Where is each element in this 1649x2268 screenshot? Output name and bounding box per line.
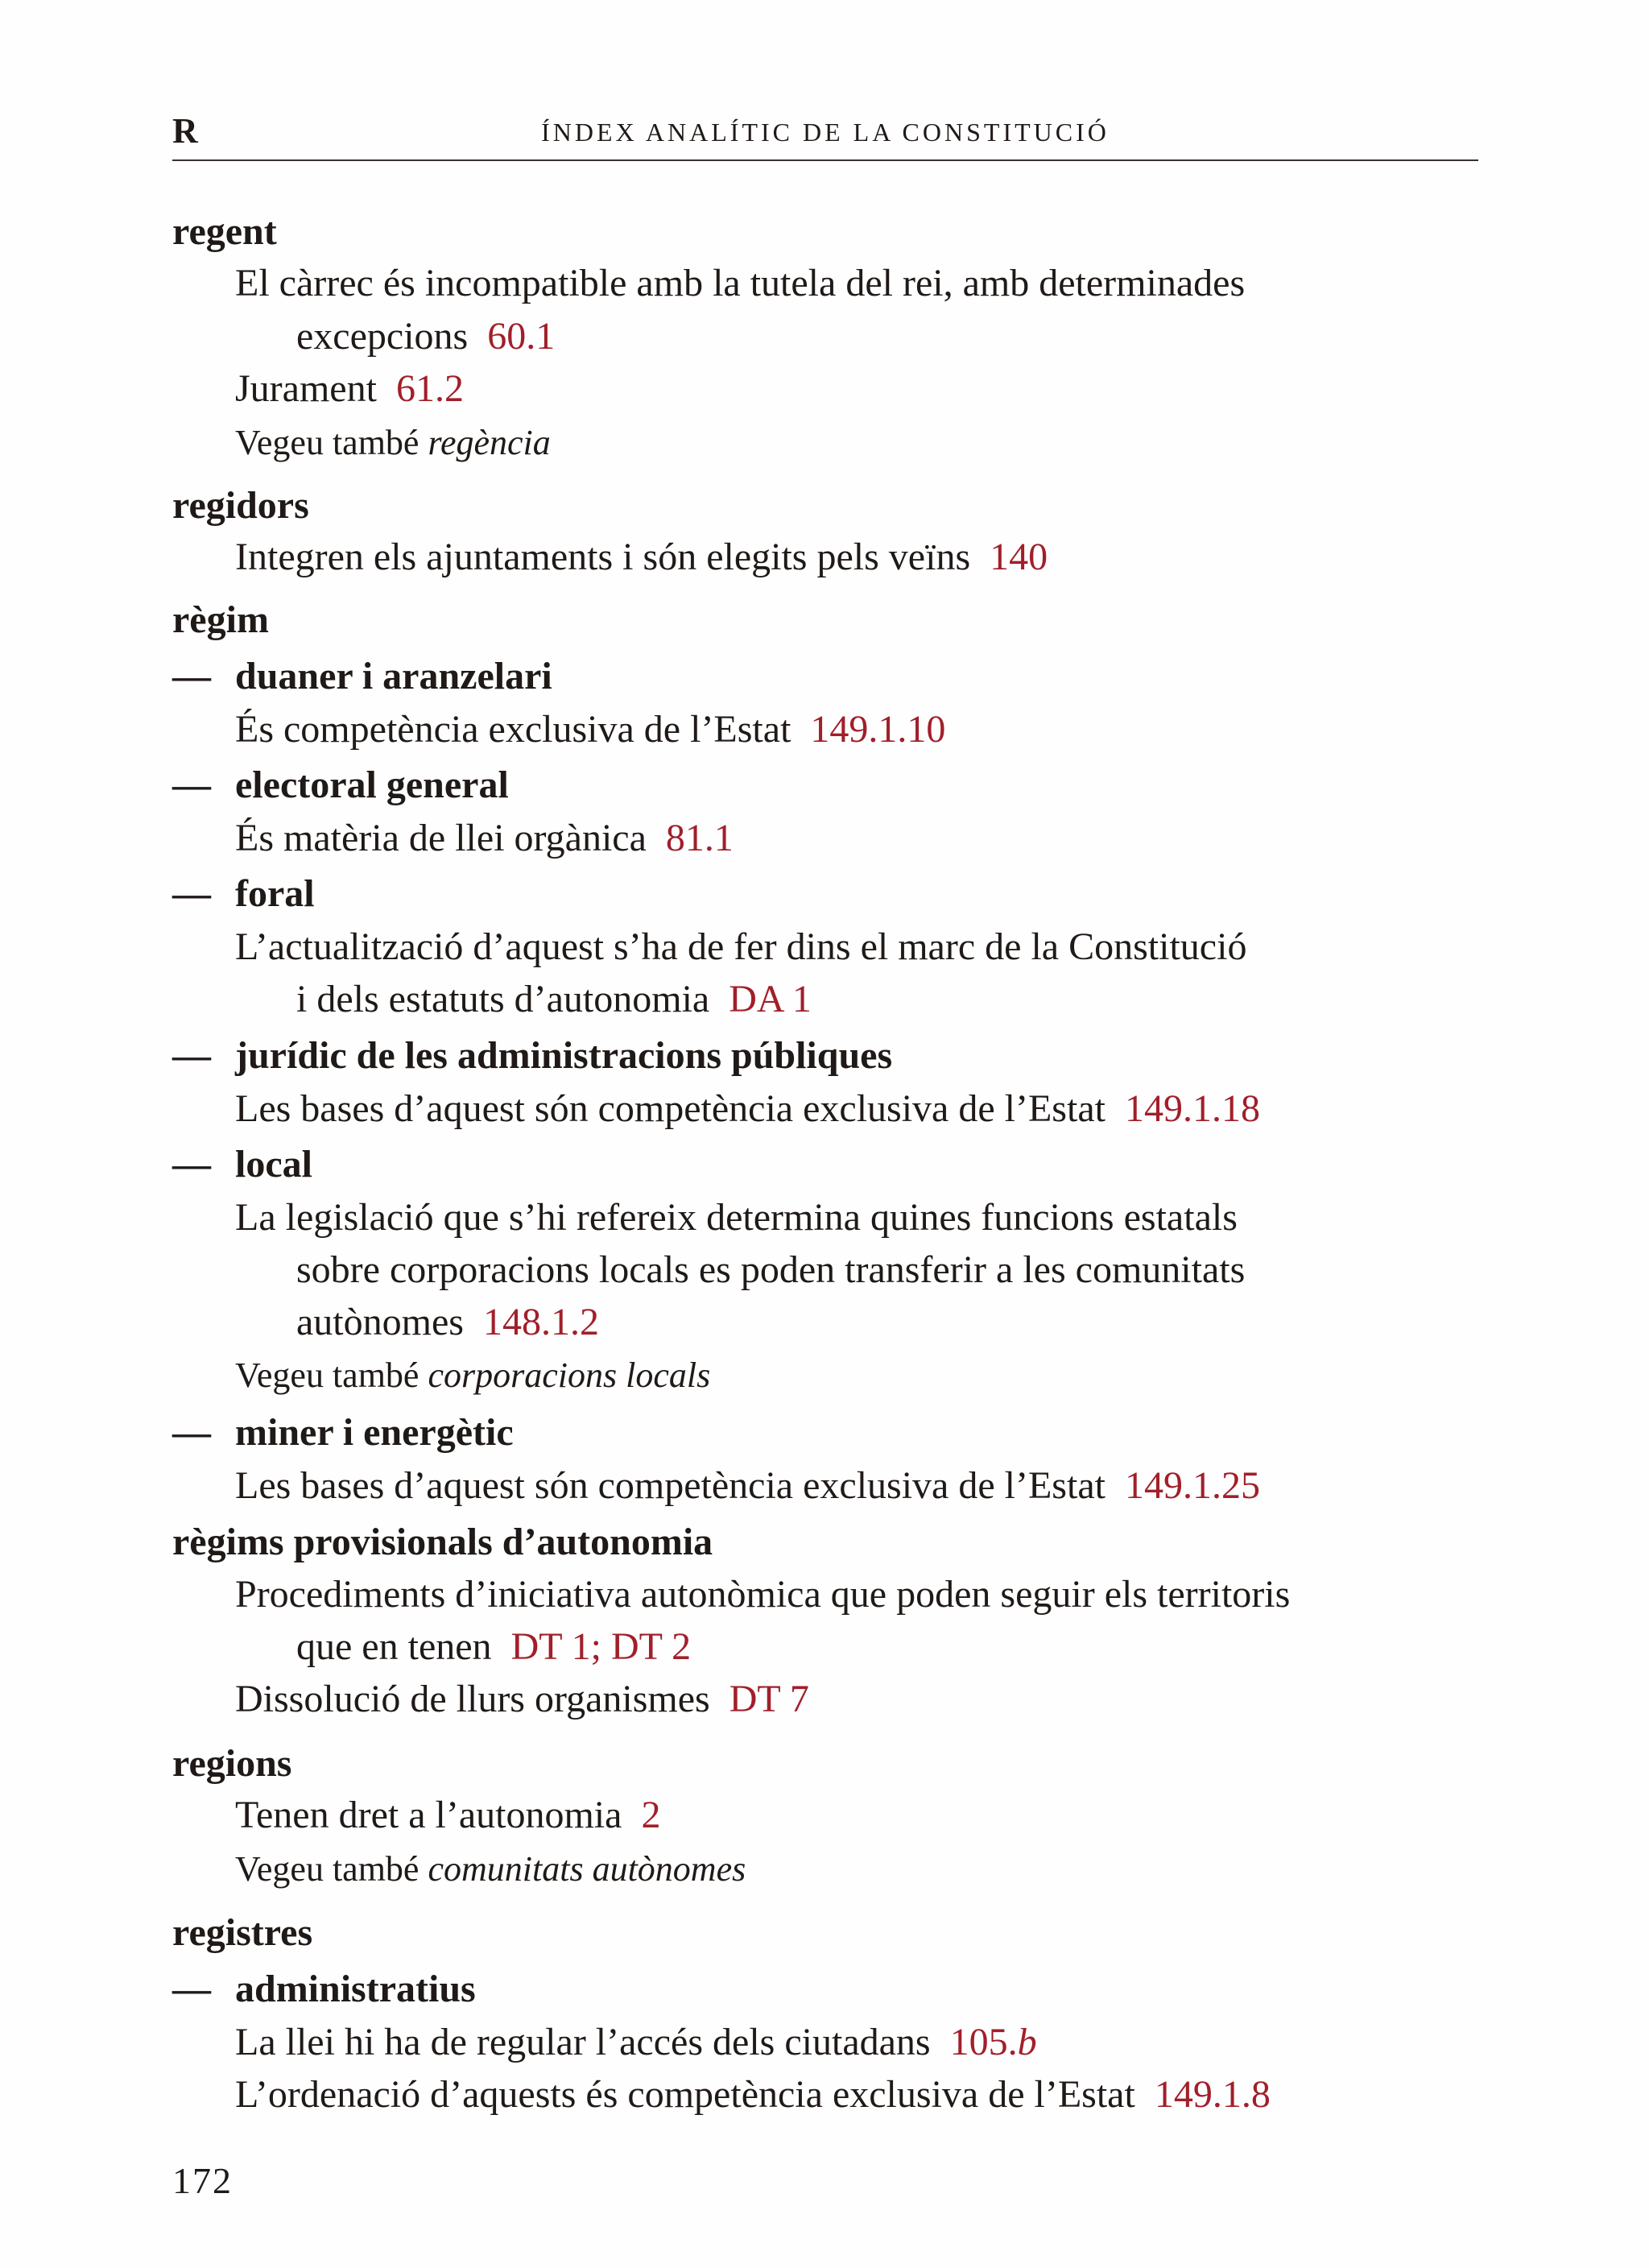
- subentry-dash: —: [172, 1411, 211, 1454]
- entry-description: [235, 814, 734, 863]
- entry-description-continuation: [296, 1246, 1245, 1294]
- entry-term-regent: regent: [172, 210, 277, 253]
- see-also-prefix: Vegeu també: [235, 423, 419, 462]
- see-also-term[interactable]: comunitats autònomes: [428, 1849, 746, 1889]
- entry-description-continuation: [296, 975, 812, 1024]
- subentry-term: local: [235, 1143, 312, 1186]
- see-also-term[interactable]: corporacions locals: [428, 1355, 711, 1395]
- article-reference[interactable]: DA 1: [729, 978, 812, 1020]
- article-reference[interactable]: 81.1: [665, 817, 734, 859]
- description-text: El càrrec és incompatible amb la tutela del rei, amb determinades: [235, 262, 1246, 304]
- subentry-dash: —: [172, 1143, 211, 1186]
- entry-description: [235, 365, 464, 413]
- entry-description: [235, 1085, 1260, 1133]
- entry-description: [235, 2071, 1271, 2119]
- subentry-term: miner i energètic: [235, 1411, 514, 1454]
- article-reference[interactable]: 149.1.25: [1124, 1464, 1260, 1507]
- subentry-local: [172, 1140, 312, 1189]
- description-text: Les bases d’aquest són competència exclusiva de l’Estat: [235, 1087, 1106, 1130]
- article-reference[interactable]: 60.1: [487, 315, 556, 358]
- subentry-dash: —: [172, 764, 211, 806]
- see-also-term[interactable]: regència: [428, 423, 551, 462]
- subentry-dash: —: [172, 1034, 211, 1077]
- entry-description: [235, 1571, 1290, 1619]
- reference-number: 105.: [949, 2021, 1018, 2063]
- description-text: Dissolució de llurs organismes: [235, 1678, 710, 1720]
- page-number: 172: [172, 2160, 233, 2201]
- article-reference[interactable]: 149.1.8: [1154, 2073, 1271, 2116]
- article-reference[interactable]: 149.1.10: [810, 708, 946, 751]
- subentry-term: duaner i aranzelari: [235, 655, 552, 697]
- article-reference[interactable]: 149.1.18: [1124, 1087, 1260, 1130]
- subentry-dash: —: [172, 872, 211, 915]
- description-text: Tenen dret a l’autonomia: [235, 1794, 622, 1836]
- subentry-electoral: [172, 761, 509, 809]
- subentry-term: foral: [235, 872, 315, 915]
- subentry-foral: [172, 870, 315, 918]
- entry-description: [235, 923, 1246, 971]
- entry-description: [235, 1462, 1260, 1510]
- entry-description-continuation: [296, 1298, 599, 1347]
- section-letter: R: [172, 111, 198, 151]
- subentry-juridic: [172, 1032, 892, 1080]
- description-text: Procediments d’iniciativa autonòmica que poden seguir els territoris: [235, 1573, 1291, 1616]
- subentry-term: electoral general: [235, 764, 509, 806]
- running-header: [172, 111, 1478, 161]
- article-reference[interactable]: DT 1; DT 2: [510, 1625, 692, 1668]
- description-text: La llei hi ha de regular l’accés dels ciutadans: [235, 2021, 931, 2063]
- entry-description: [235, 2018, 1037, 2067]
- entry-description: [235, 706, 945, 754]
- subentry-term: jurídic de les administracions públiques: [235, 1034, 893, 1077]
- subentry-duaner: [172, 652, 552, 701]
- description-text: L’ordenació d’aquests és competència exclusiva de l’Estat: [235, 2073, 1135, 2116]
- description-text: autònomes: [296, 1301, 464, 1343]
- entry-description-continuation: [296, 1623, 691, 1671]
- see-also-prefix: Vegeu també: [235, 1849, 419, 1889]
- article-reference[interactable]: 148.1.2: [482, 1301, 599, 1343]
- description-text: L’actualització d’aquest s’ha de fer dins el marc de la Constitució: [235, 925, 1247, 968]
- description-text: i dels estatuts d’autonomia: [296, 978, 710, 1020]
- article-reference[interactable]: 140: [990, 536, 1048, 578]
- subentry-miner: [172, 1409, 514, 1457]
- entry-term-regims-provisionals: règims provisionals d’autonomia: [172, 1521, 713, 1563]
- entry-term-regim: règim: [172, 598, 269, 641]
- entry-description: [235, 1675, 809, 1724]
- subentry-dash: —: [172, 1968, 211, 2010]
- description-text: És competència exclusiva de l’Estat: [235, 708, 791, 751]
- see-also-prefix: Vegeu també: [235, 1355, 419, 1395]
- reference-letter: b: [1017, 2021, 1037, 2063]
- entry-description-continuation: [296, 312, 555, 361]
- see-also: [235, 1351, 710, 1400]
- description-text: Jurament: [235, 367, 377, 410]
- see-also: [235, 419, 551, 467]
- article-reference[interactable]: DT 7: [729, 1678, 809, 1720]
- subentry-administratius: [172, 1965, 476, 2013]
- description-text: És matèria de llei orgànica: [235, 817, 647, 859]
- description-text: sobre corporacions locals es poden transferir a les comunitats: [296, 1248, 1246, 1291]
- entry-description: [235, 1791, 660, 1840]
- entry-description: [235, 1194, 1238, 1242]
- entry-term-regions: regions: [172, 1742, 292, 1785]
- running-title: ÍNDEX ANALÍTIC DE LA CONSTITUCIÓ: [541, 118, 1110, 147]
- description-text: que en tenen: [296, 1625, 492, 1668]
- entry-description: [235, 533, 1048, 581]
- description-text: excepcions: [296, 315, 469, 358]
- subentry-dash: —: [172, 655, 211, 697]
- see-also: [235, 1845, 746, 1893]
- article-reference[interactable]: 61.2: [395, 367, 464, 410]
- description-text: Integren els ajuntaments i són elegits pels veïns: [235, 536, 971, 578]
- entry-term-registres: registres: [172, 1911, 313, 1954]
- description-text: La legislació que s’hi refereix determina quines funcions estatals: [235, 1196, 1238, 1239]
- description-text: Les bases d’aquest són competència exclusiva de l’Estat: [235, 1464, 1106, 1507]
- subentry-term: administratius: [235, 1968, 476, 2010]
- entry-description: [235, 259, 1245, 308]
- article-reference[interactable]: [950, 2021, 1037, 2063]
- article-reference[interactable]: 2: [641, 1794, 661, 1836]
- entry-term-regidors: regidors: [172, 484, 309, 527]
